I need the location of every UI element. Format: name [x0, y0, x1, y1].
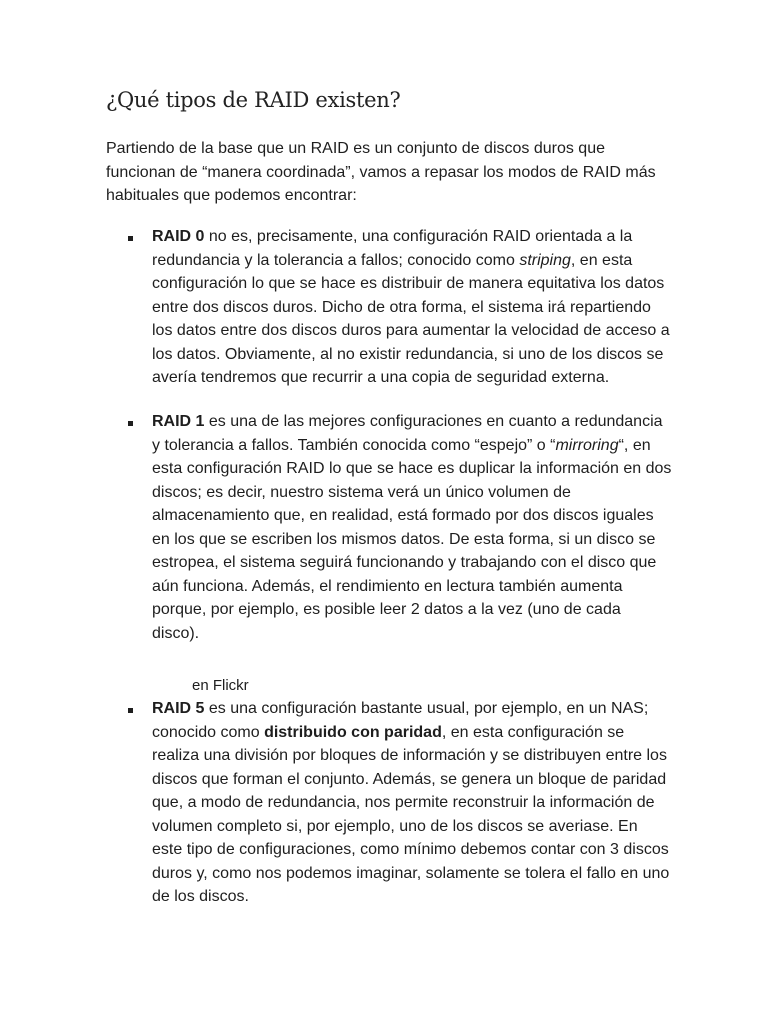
bullet-icon — [128, 708, 133, 713]
bullet-icon — [128, 421, 133, 426]
bullet-icon — [128, 236, 133, 241]
raid-5-term: RAID 5 — [152, 700, 205, 717]
raid-1-emphasis: mirroring — [555, 436, 619, 454]
raid-5-strong: distribuido con paridad — [264, 723, 442, 741]
raid-5-text-b: , en esta configuración se realiza una división por bloques de información y se distribuyen entre los discos que forman el conjunto. Además, se genera un bloque de paridad que, a modo de redundancia, nos permite reconstruir la información de volumen completo si, por ejemplo, uno de los discos se averiase. En este tipo de configuraciones, como mínimo debemos contar con 3 discos duros y, como nos podemos imaginar, solamente se tolera el fallo en uno de los discos. — [152, 723, 670, 905]
raid-1-term: RAID 1 — [152, 413, 205, 430]
raid-1-text-a: es una de las mejores configuraciones en cuanto a redundancia y tolerancia a fallos. También conocida como “espejo” o “ — [152, 413, 663, 454]
raid-1-text-b: “, en esta configuración RAID lo que se hace es duplicar la información en dos discos; es decir, nuestro sistema verá un único volumen de almacenamiento que, en realidad, está formado por dos discos iguales en los que se escriben los mismos datos. De esta forma, si un disco se estropea, el sistema seguirá funcionando y trabajando con el disco que aún funciona. Además, el rendimiento en lectura también aumenta porque, por ejemplo, es posible leer 2 datos a la vez (uno de cada disco). — [152, 436, 672, 642]
raid-0-term: RAID 0 — [152, 228, 205, 245]
intro-paragraph: Partiendo de la base que un RAID es un conjunto de discos duros que funcionan de “manera coordinada”, vamos a repasar los modos de RAID más habituales que podemos encontrar: — [106, 140, 656, 204]
raid-0-emphasis: striping — [519, 251, 571, 269]
raid-0-text-b: , en esta configuración lo que se hace es distribuir de manera equitativa los datos entre dos discos duros. Dicho de otra forma, el sistema irá repartiendo los datos entre dos discos duros para aumentar la velocidad de acceso a los datos. Obviamente, al no existir redundancia, si uno de los discos se avería tendremos que recurrir a una copia de seguridad externa. — [152, 251, 670, 386]
list-item-raid-0 — [152, 225, 672, 390]
flickr-caption: en Flickr — [192, 677, 249, 694]
list-item-raid-1 — [152, 410, 672, 645]
raid-5-text-a: es una configuración bastante usual, por ejemplo, en un NAS; conocido como — [152, 700, 649, 741]
raid-0-text-a: no es, precisamente, una configuración RAID orientada a la redundancia y la tolerancia a fallos; conocido como — [152, 228, 633, 269]
page-title: ¿Qué tipos de RAID existen? — [106, 88, 401, 112]
list-item-raid-5 — [152, 697, 672, 909]
